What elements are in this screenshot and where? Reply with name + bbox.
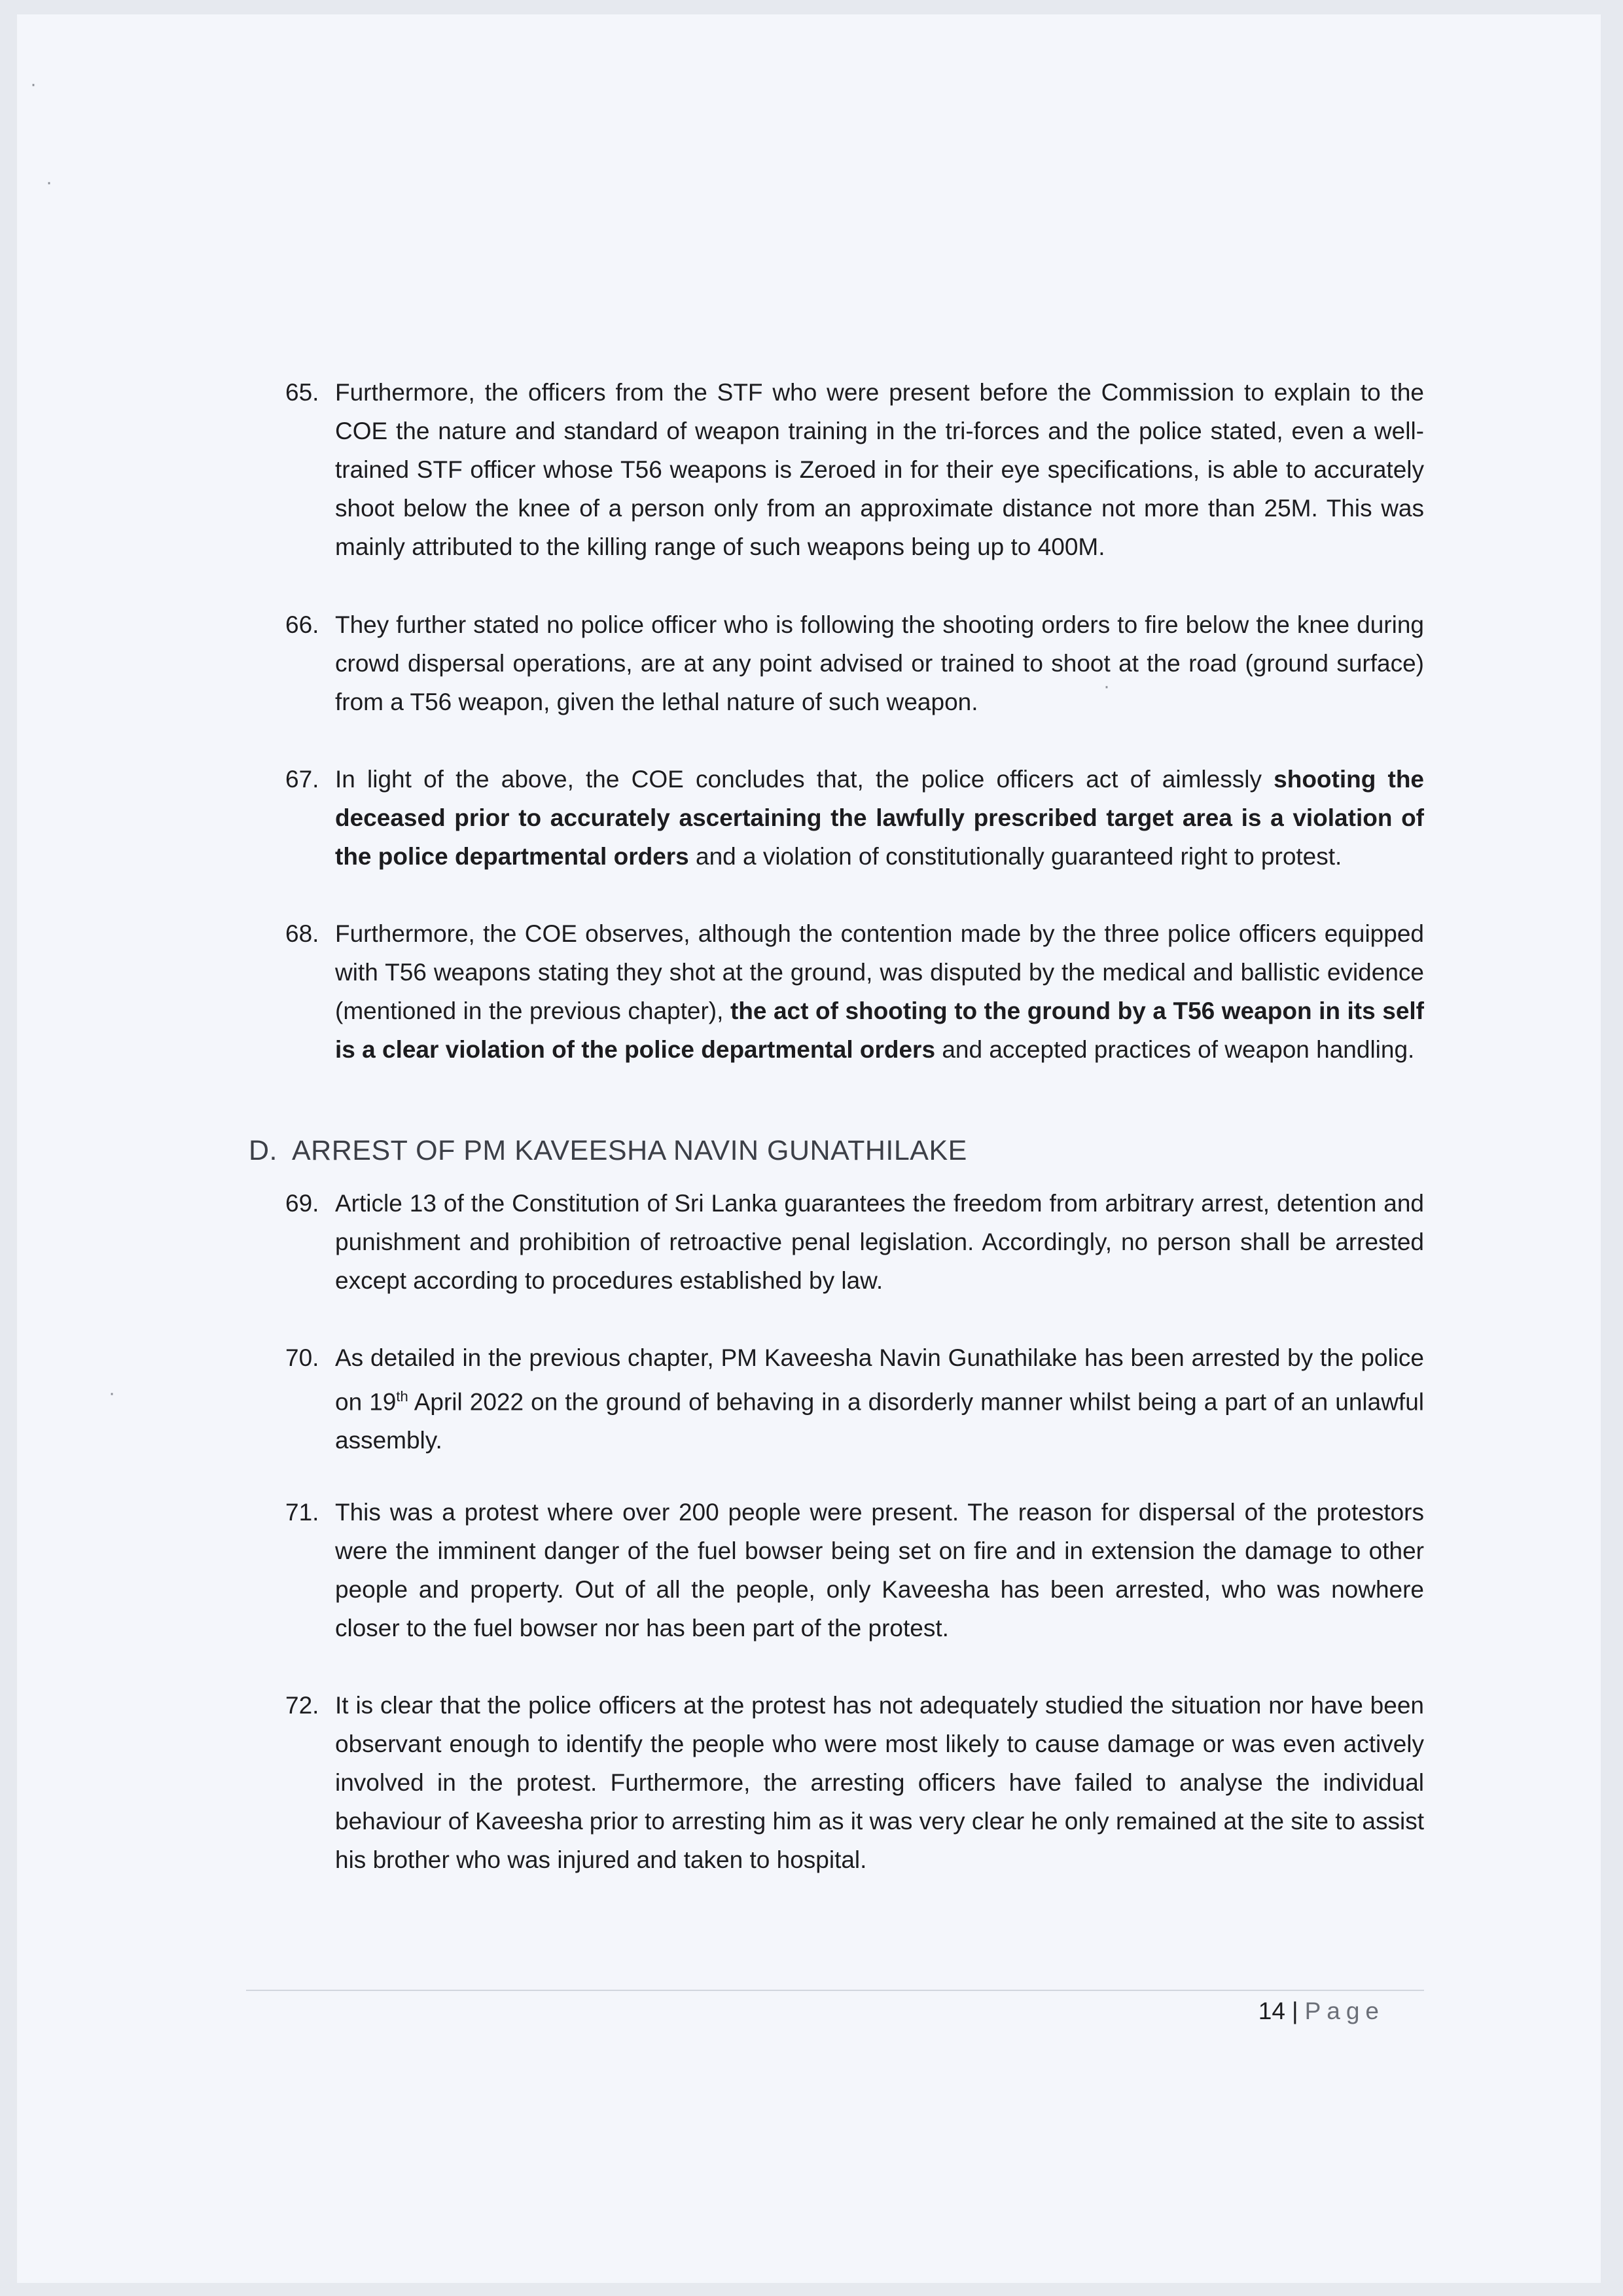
paragraph-70 xyxy=(285,1338,1424,1460)
text-run: As detailed in the previous chapter, PM Kaveesha Navin Gunathilake has been arrested by the police on 19 xyxy=(335,1344,1424,1416)
section-letter: D. xyxy=(249,1135,277,1166)
paragraph-text xyxy=(335,1184,1424,1300)
paragraph-66 xyxy=(285,605,1424,721)
section-heading xyxy=(249,1135,967,1167)
paragraph-72 xyxy=(285,1686,1424,1879)
paragraph-number: 72. xyxy=(285,1692,319,1719)
text-run: In light of the above, the COE concludes that, the police officers act of aimlessly xyxy=(335,766,1274,793)
bold-text: shooting the deceased prior to accurately ascertaining the lawfully prescribed target area is a violation of the police departmental orders xyxy=(335,766,1425,870)
paragraph-number: 69. xyxy=(285,1190,319,1217)
text-run: Furthermore, the COE observes, although the contention made by the three police officers equipped with T56 weapons stating they shot at the ground, was disputed by the medical and ballistic evidence (mentioned in the previous chapter), xyxy=(335,920,1424,1024)
section-title: ARREST OF PM KAVEESHA NAVIN GUNATHILAKE xyxy=(292,1135,967,1166)
paragraph-text xyxy=(335,605,1424,721)
scan-mark: · xyxy=(30,73,37,95)
page-number: 14 xyxy=(1258,1998,1285,2024)
footer-divider xyxy=(246,1990,1424,1991)
text-run: April 2022 on the ground of behaving in a disorderly manner whilst being a part of an unlawful assembly. xyxy=(335,1388,1424,1454)
scan-mark: · xyxy=(1103,675,1110,697)
scan-mark: · xyxy=(109,1382,115,1404)
paragraph-69 xyxy=(285,1184,1424,1300)
text-run: Furthermore, the officers from the STF who were present before the Commission to explain to the COE the nature and standard of weapon training in the tri-forces and the police stated, even a well-trained STF officer whose T56 weapons is Zeroed in for their eye specifications, is able to accurately shoot below the knee of a person only from an approximate distance not more than 25M. This was mainly attributed to the killing range of such weapons being up to 400M. xyxy=(335,379,1424,560)
paragraph-text xyxy=(335,914,1424,1069)
paragraph-text xyxy=(335,1686,1424,1879)
text-run: It is clear that the police officers at the protest has not adequately studied the situation nor have been observant enough to identify the people who were most likely to cause damage or was even actively involved in the protest. Furthermore, the arresting officers have failed to analyse the individual behaviour of Kaveesha prior to arresting him as it was very clear he only remained at the site to assist his brother who was injured and taken to hospital. xyxy=(335,1692,1424,1873)
paragraph-number: 70. xyxy=(285,1344,319,1371)
paragraph-text xyxy=(335,1493,1424,1647)
paragraph-67 xyxy=(285,760,1424,876)
paragraph-68 xyxy=(285,914,1424,1069)
text-run: Article 13 of the Constitution of Sri Lanka guarantees the freedom from arbitrary arrest, detention and punishment and prohibition of retroactive penal legislation. Accordingly, no person shall be arrested except according to procedures established by law. xyxy=(335,1190,1424,1294)
paragraph-number: 65. xyxy=(285,379,319,406)
text-run: and accepted practices of weapon handling. xyxy=(935,1036,1415,1063)
text-run: This was a protest where over 200 people were present. The reason for dispersal of the protestors were the imminent danger of the fuel bowser being set on fire and in extension the damage to other people and property. Out of all the people, only Kaveesha has been arrested, who was nowhere closer to the fuel bowser nor has been part of the protest. xyxy=(335,1499,1424,1641)
text-run: They further stated no police officer who is following the shooting orders to fire below the knee during crowd dispersal operations, are at any point advised or trained to shoot at the road (ground surface) from a T56 weapon, given the lethal nature of such weapon. xyxy=(335,611,1424,715)
paragraph-number: 71. xyxy=(285,1499,319,1526)
paragraph-text xyxy=(335,373,1424,566)
document-page xyxy=(17,14,1601,2283)
footer-separator: | xyxy=(1291,1998,1298,2024)
paragraph-text xyxy=(335,760,1424,876)
scan-mark: · xyxy=(46,171,52,193)
paragraph-text xyxy=(335,1338,1424,1460)
paragraph-number: 68. xyxy=(285,920,319,947)
text-run: and a violation of constitutionally guaranteed right to protest. xyxy=(688,843,1342,870)
paragraph-65 xyxy=(285,373,1424,566)
bold-text: the act of shooting to the ground by a T56 weapon in its self is a clear violation of the police departmental orders xyxy=(335,997,1424,1063)
page-word: Page xyxy=(1304,1998,1385,2024)
superscript-text: th xyxy=(396,1388,408,1405)
paragraph-71 xyxy=(285,1493,1424,1647)
page-footer xyxy=(1258,1998,1385,2025)
paragraph-number: 66. xyxy=(285,611,319,638)
paragraph-number: 67. xyxy=(285,766,319,793)
